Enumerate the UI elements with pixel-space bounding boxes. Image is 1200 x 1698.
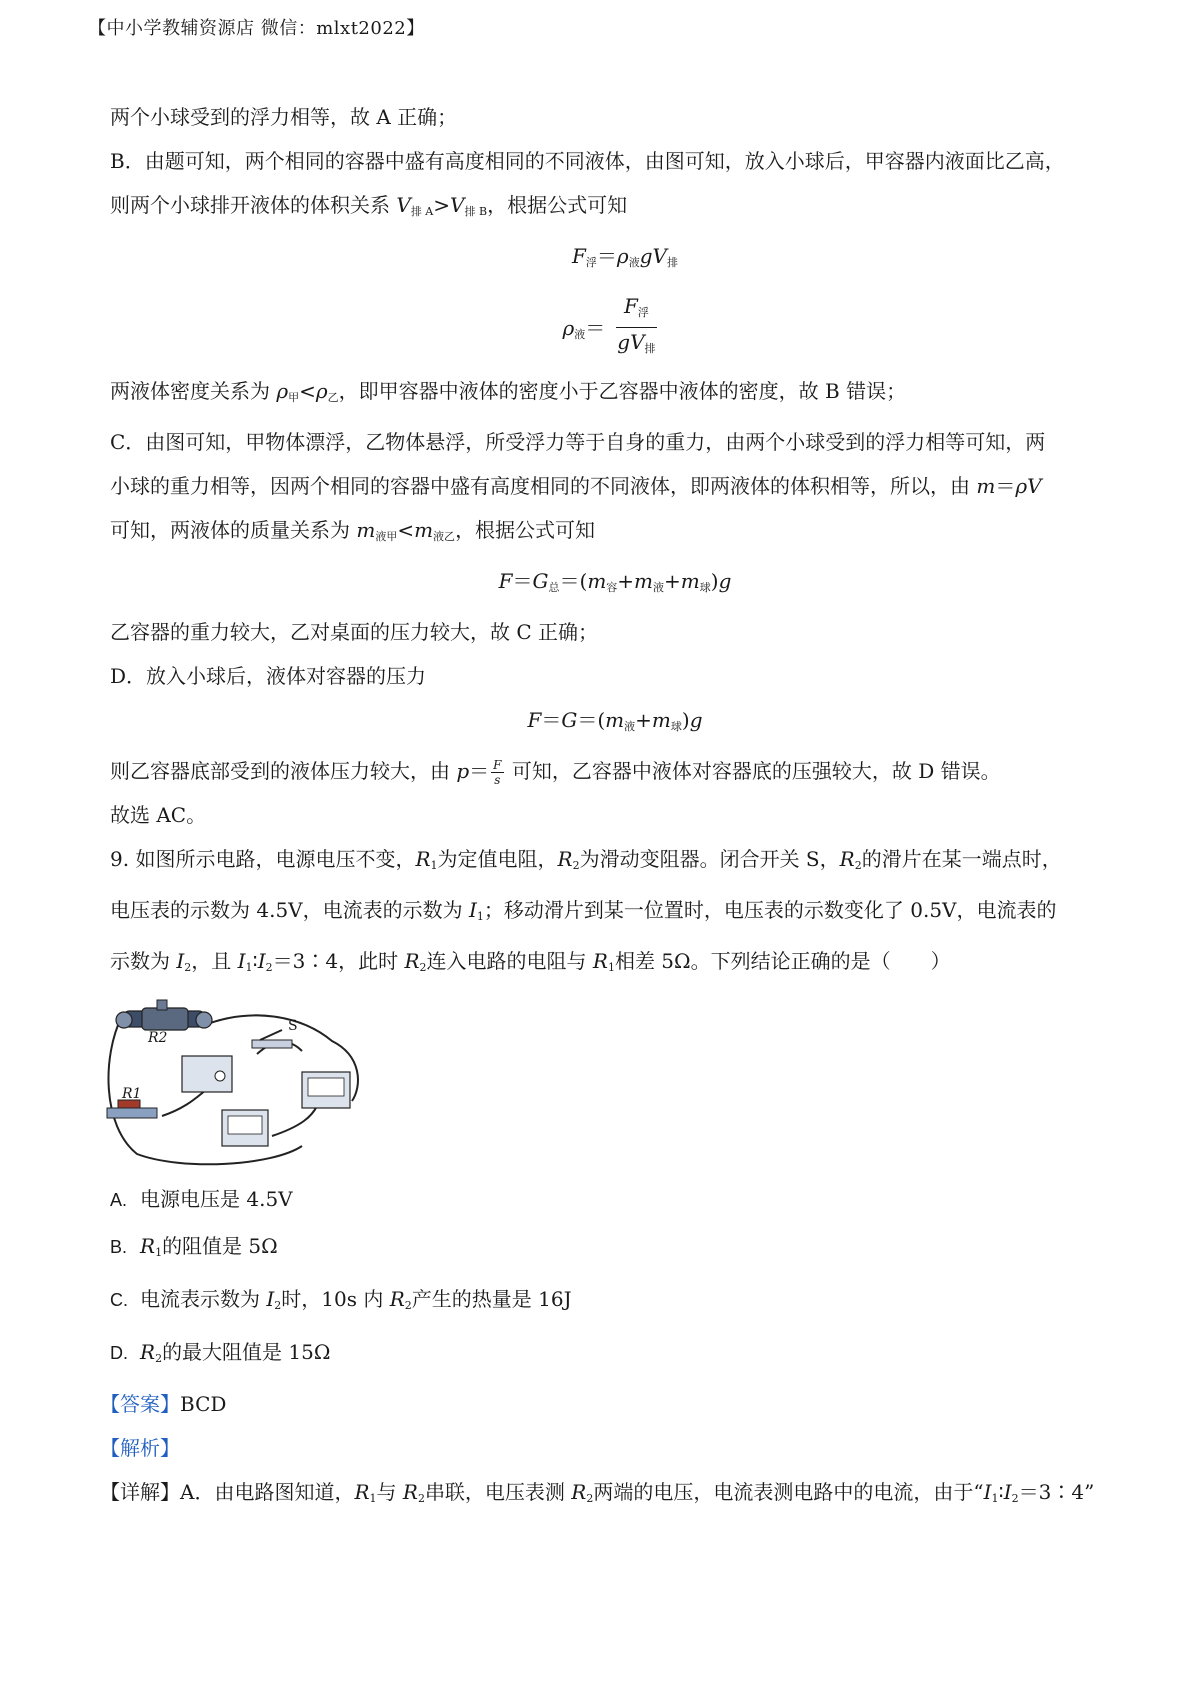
- formula-density: $\rho_液=$ $\frac{F_浮}{gV_排}$: [562, 293, 656, 355]
- document-body: [100, 95, 1100, 1521]
- circuit-figure: [110, 996, 1100, 1176]
- text-line: 故选 AC。: [110, 803, 207, 827]
- formula-liquid-force: $F=G=(m_液+m_球)g$: [527, 708, 703, 733]
- option-d: D. $R_2$的最大阻值是 15Ω: [110, 1340, 331, 1365]
- text-line: D．放入小球后，液体对容器的压力: [110, 664, 427, 688]
- text-line: 乙容器的重力较大，乙对桌面的压力较大，故 C 正确；: [110, 620, 599, 644]
- text-line: B．由题可知，两个相同的容器中盛有高度相同的不同液体，由图可知，放入小球后，甲容器内液面比乙高，: [110, 149, 1065, 173]
- analysis-line: 【解析】: [100, 1436, 180, 1460]
- text-line: 两液体密度关系为 $\rho_甲<\rho_乙$，即甲容器中液体的密度小于乙容器中液体的密度，故 B 错误；: [110, 379, 907, 404]
- question-9-line: 示数为 $I_2$，且 $I_1∶I_2=3∶4$，此时 $R_2$连入电路的电阻与 $R_1$相差 5Ω。下列结论正确的是（ ）: [110, 949, 951, 974]
- option-a: A. 电源电压是 4.5V: [110, 1187, 293, 1211]
- formula-total-weight: $F=G_总=(m_容+m_液+m_球)g$: [498, 569, 732, 594]
- text-line: 可知，两液体的质量关系为 $m_{液甲}<m_{液乙}$，根据公式可知: [110, 518, 596, 543]
- text-line: 两个小球受到的浮力相等，故 A 正确；: [110, 105, 458, 129]
- question-9-line: 电压表的示数为 4.5V，电流表的示数为 $I_1$；移动滑片到某一位置时，电压表的示数变化了 0.5V，电流表的: [110, 898, 1057, 923]
- text-line: 则乙容器底部受到的液体压力较大，由 p＝ $\frac{F}{s}$ 可知，乙容器中液体对容器底的压强较大，故 D 错误。: [110, 758, 1001, 787]
- question-9-line: 9. 如图所示电路，电源电压不变，$R_1$为定值电阻，$R_2$为滑动变阻器。闭合开关 S，$R_2$的滑片在某一端点时，: [110, 847, 1062, 872]
- option-c: C. 电流表示数为 $I_2$时，10s 内 $R_2$产生的热量是 16J: [110, 1287, 572, 1312]
- text-line: 则两个小球排开液体的体积关系 $V_{排 A}>V_{排 B}$，根据公式可知: [110, 193, 628, 218]
- text-line: C．由图可知，甲物体漂浮，乙物体悬浮，所受浮力等于自身的重力，由两个小球受到的浮力相等可知，两: [110, 430, 1046, 454]
- label-s: S: [288, 1018, 298, 1034]
- option-b: B. $R_1$的阻值是 5Ω: [110, 1234, 278, 1259]
- answer-line: 【答案】BCD: [100, 1392, 227, 1416]
- detail-line: 【详解】A．由电路图知道，$R_1$与 $R_2$串联，电压表测 $R_2$两端的电压，电流表测电路中的电流，由于“$I_1∶I_2=3∶4$”: [100, 1480, 1095, 1505]
- watermark: 【中小学教辅资源店 微信：mlxt2022】: [88, 18, 425, 39]
- label-r2: R2: [148, 1030, 168, 1046]
- label-r1: R1: [122, 1086, 142, 1102]
- text-line: 小球的重力相等，因两个相同的容器中盛有高度相同的不同液体，即两液体的体积相等，所以，由 m＝ρV: [110, 474, 1042, 498]
- formula-buoyancy: $F_浮=\rho_液gV_排$: [572, 244, 678, 269]
